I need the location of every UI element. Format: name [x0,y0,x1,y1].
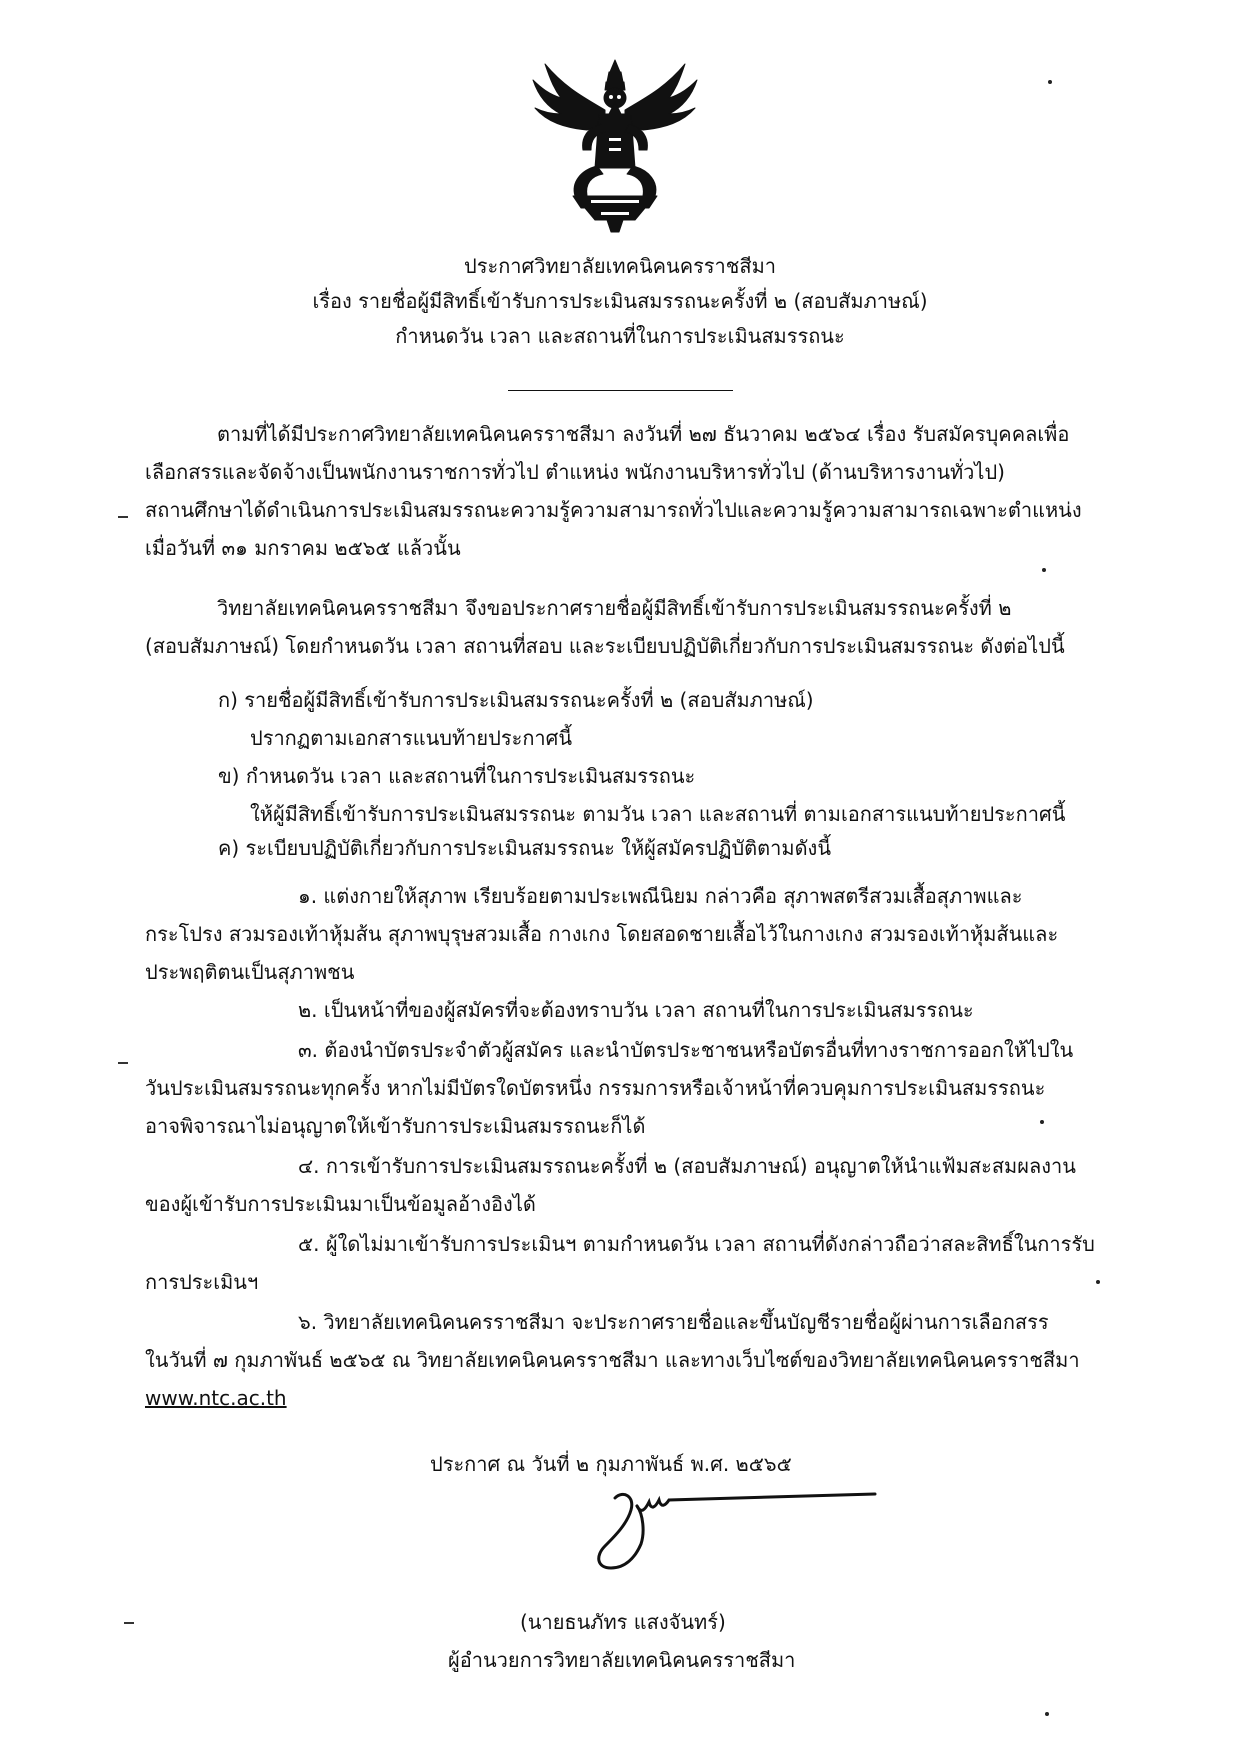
title-divider [508,390,733,391]
rule-3-line-3: อาจพิจารณาไม่อนุญาตให้เข้ารับการประเมินสมรรถนะก็ได้ [145,1114,646,1138]
signature-icon [575,1480,880,1600]
rule-3-line-2: วันประเมินสมรรถนะทุกครั้ง หากไม่มีบัตรใดบัตรหนึ่ง กรรมการหรือเจ้าหน้าที่ควบคุมการประเมินสมรรถนะ [145,1076,1046,1100]
item-a-line-2: ปรากฏตามเอกสารแนบท้ายประกาศนี้ [250,726,573,750]
scan-mark [118,1062,128,1064]
website-link[interactable]: www.ntc.ac.th [145,1386,287,1410]
intro-line-4: เมื่อวันที่ ๓๑ มกราคม ๒๕๖๕ แล้วนั้น [145,536,461,560]
announcement-subject-line2: กำหนดวัน เวลา และสถานที่ในการประเมินสมรรถนะ [395,324,845,348]
rule-5-line-1: ๕. ผู้ใดไม่มาเข้ารับการประเมินฯ ตามกำหนดวัน เวลา สถานที่ดังกล่าวถือว่าสละสิทธิ์ในการรับ [298,1232,1095,1256]
announcement-title: ประกาศวิทยาลัยเทคนิคนครราชสีมา [464,254,776,278]
rule-4-line-1: ๔. การเข้ารับการประเมินสมรรถนะครั้งที่ ๒ (สอบสัมภาษณ์) อนุญาตให้นำแฟ้มสะสมผลงาน [298,1154,1076,1178]
item-a-line-1: ก) รายชื่อผู้มีสิทธิ์เข้ารับการประเมินสมรรถนะครั้งที่ ๒ (สอบสัมภาษณ์) [218,688,814,712]
garuda-emblem-icon [525,58,705,233]
item-b-line-2: ให้ผู้มีสิทธิ์เข้ารับการประเมินสมรรถนะ ตามวัน เวลา และสถานที่ ตามเอกสารแนบท้ายประกาศนี้ [250,802,1066,826]
announce-line-1: วิทยาลัยเทคนิคนครราชสีมา จึงขอประกาศรายชื่อผู้มีสิทธิ์เข้ารับการประเมินสมรรถนะครั้งที่ ๒ [217,596,1012,620]
intro-line-3: สถานศึกษาได้ดำเนินการประเมินสมรรถนะความรู้ความสามารถทั่วไปและความรู้ความสามารถเฉพาะตำแหน่ง [145,498,1082,522]
rule-6-line-2: ในวันที่ ๗ กุมภาพันธ์ ๒๕๖๕ ณ วิทยาลัยเทคนิคนครราชสีมา และทางเว็บไซต์ของวิทยาลัยเทคนิคนครราชสีมา [145,1348,1080,1372]
scan-speck [1096,1280,1100,1284]
scan-speck [1040,1120,1044,1124]
rule-1-line-3: ประพฤติตนเป็นสุภาพชน [145,960,355,984]
scan-speck [1048,80,1052,84]
rule-3-line-1: ๓. ต้องนำบัตรประจำตัวผู้สมัคร และนำบัตรประชาชนหรือบัตรอื่นที่ทางราชการออกให้ไปใน [298,1038,1074,1062]
announce-date: ประกาศ ณ วันที่ ๒ กุมภาพันธ์ พ.ศ. ๒๕๖๕ [430,1452,792,1476]
scan-speck [1042,568,1046,572]
announce-line-2: (สอบสัมภาษณ์) โดยกำหนดวัน เวลา สถานที่สอบ และระเบียบปฏิบัติเกี่ยวกับการประเมินสมรรถนะ ดังต่อไปนี้ [145,634,1065,658]
rule-6-line-1: ๖. วิทยาลัยเทคนิคนครราชสีมา จะประกาศรายชื่อและขึ้นบัญชีรายชื่อผู้ผ่านการเลือกสรร [298,1310,1049,1334]
intro-line-1: ตามที่ได้มีประกาศวิทยาลัยเทคนิคนครราชสีมา ลงวันที่ ๒๗ ธันวาคม ๒๕๖๔ เรื่อง รับสมัครบุคคลเพื่อ [217,422,1070,446]
item-c-line-1: ค) ระเบียบปฏิบัติเกี่ยวกับการประเมินสมรรถนะ ให้ผู้สมัครปฏิบัติตามดังนี้ [218,836,831,860]
scan-mark [124,1622,134,1624]
rule-1-line-1: ๑. แต่งกายให้สุภาพ เรียบร้อยตามประเพณีนิยม กล่าวคือ สุภาพสตรีสวมเสื้อสุภาพและ [298,884,1023,908]
item-b-line-1: ข) กำหนดวัน เวลา และสถานที่ในการประเมินสมรรถนะ [218,764,696,788]
intro-line-2: เลือกสรรและจัดจ้างเป็นพนักงานราชการทั่วไป ตำแหน่ง พนักงานบริหารทั่วไป (ด้านบริหารงานทั่วไป) [145,460,1005,484]
rule-2: ๒. เป็นหน้าที่ของผู้สมัครที่จะต้องทราบวัน เวลา สถานที่ในการประเมินสมรรถนะ [298,998,974,1022]
signatory-position: ผู้อำนวยการวิทยาลัยเทคนิคนครราชสีมา [448,1648,796,1672]
signatory-name: (นายธนภัทร แสงจันทร์) [520,1610,726,1634]
announcement-subject: เรื่อง รายชื่อผู้มีสิทธิ์เข้ารับการประเมินสมรรถนะครั้งที่ ๒ (สอบสัมภาษณ์) [312,289,928,313]
rule-1-line-2: กระโปรง สวมรองเท้าหุ้มส้น สุภาพบุรุษสวมเสื้อ กางเกง โดยสอดชายเสื้อไว้ในกางเกง สวมรองเท้าหุ้มส้นและ [145,922,1059,946]
rule-4-line-2: ของผู้เข้ารับการประเมินมาเป็นข้อมูลอ้างอิงได้ [145,1192,536,1216]
rule-5-line-2: การประเมินฯ [145,1270,259,1294]
scan-mark [118,516,128,518]
scan-speck [1045,1712,1049,1716]
